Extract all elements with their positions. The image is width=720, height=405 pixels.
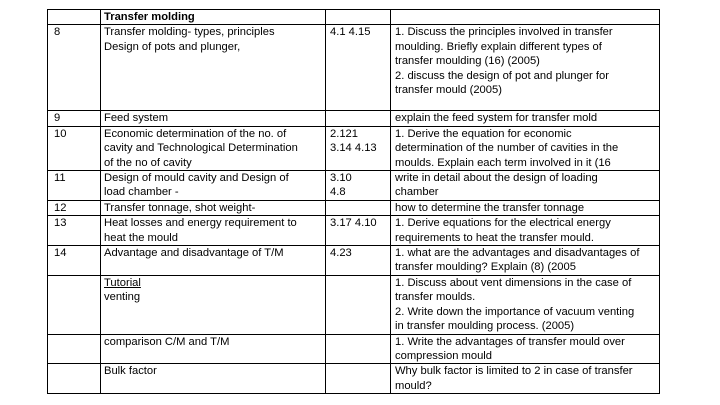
row-number: 14: [48, 246, 101, 276]
table-row: [48, 25, 660, 111]
reference-cell: [326, 275, 391, 334]
section-heading: Transfer molding: [101, 10, 326, 25]
question-cell: 1. Discuss about vent dimensions in the case of transfer moulds. 2. Write down the importance of vacuum venting in transfer moulding process. (2005): [391, 275, 660, 334]
table-row: [48, 111, 660, 126]
reference-cell: [326, 364, 391, 394]
reference-cell: 4.23: [326, 246, 391, 276]
question-cell: 1. Write the advantages of transfer mould over compression mould: [391, 334, 660, 364]
topic-cell: Economic determination of the no. of cavity and Technological Determination of the no of cavity: [101, 126, 326, 170]
reference-cell: 3.10 4.8: [326, 171, 391, 201]
question-cell: explain the feed system for transfer mold: [391, 111, 660, 126]
question-cell: 1. Derive equations for the electrical energy requirements to heat the transfer mould.: [391, 216, 660, 246]
question-cell: write in detail about the design of loading chamber: [391, 171, 660, 201]
topic-text: venting: [104, 291, 141, 304]
topic-cell: Transfer molding- types, principles Design of pots and plunger,: [101, 25, 326, 111]
row-number: [48, 364, 101, 394]
topic-cell: [101, 275, 326, 334]
reference-cell: [326, 200, 391, 215]
row-number: 8: [48, 25, 101, 111]
reference-cell: [326, 334, 391, 364]
row-number: [48, 275, 101, 334]
syllabus-table: [47, 9, 660, 394]
reference-cell: 3.17 4.10: [326, 216, 391, 246]
row-number: [48, 334, 101, 364]
table-row: [48, 364, 660, 394]
reference-cell: 4.1 4.15: [326, 25, 391, 111]
question-cell: [391, 10, 660, 25]
question-cell: 1. Derive the equation for economic determination of the number of cavities in the moulds. Explain each term involved in it (16: [391, 126, 660, 170]
tutorial-label: Tutorial: [104, 276, 141, 289]
topic-cell: Feed system: [101, 111, 326, 126]
reference-cell: 2.121 3.14 4.13: [326, 126, 391, 170]
row-number: 12: [48, 200, 101, 215]
question-cell: Why bulk factor is limited to 2 in case of transfer mould?: [391, 364, 660, 394]
table-row: [48, 246, 660, 276]
row-number: 9: [48, 111, 101, 126]
table-row: [48, 10, 660, 25]
table-row: [48, 334, 660, 364]
question-cell: 1. Discuss the principles involved in transfer moulding. Briefly explain different types of transfer moulding (16) (2005) 2. discuss the design of pot and plunger for transfer mould (2005): [391, 25, 660, 111]
row-number: [48, 10, 101, 25]
topic-cell: Bulk factor: [101, 364, 326, 394]
table-row: [48, 216, 660, 246]
table-row: [48, 126, 660, 170]
row-number: 10: [48, 126, 101, 170]
table-row: [48, 200, 660, 215]
topic-cell: Advantage and disadvantage of T/M: [101, 246, 326, 276]
topic-cell: Transfer tonnage, shot weight-: [101, 200, 326, 215]
reference-cell: [326, 111, 391, 126]
question-cell: how to determine the transfer tonnage: [391, 200, 660, 215]
row-number: 11: [48, 171, 101, 201]
row-number: 13: [48, 216, 101, 246]
question-cell: 1. what are the advantages and disadvantages of transfer moulding? Explain (8) (2005: [391, 246, 660, 276]
topic-cell: comparison C/M and T/M: [101, 334, 326, 364]
reference-cell: [326, 10, 391, 25]
table-row: [48, 171, 660, 201]
topic-cell: Heat losses and energy requirement to heat the mould: [101, 216, 326, 246]
table-row: [48, 275, 660, 334]
topic-cell: Design of mould cavity and Design of load chamber -: [101, 171, 326, 201]
